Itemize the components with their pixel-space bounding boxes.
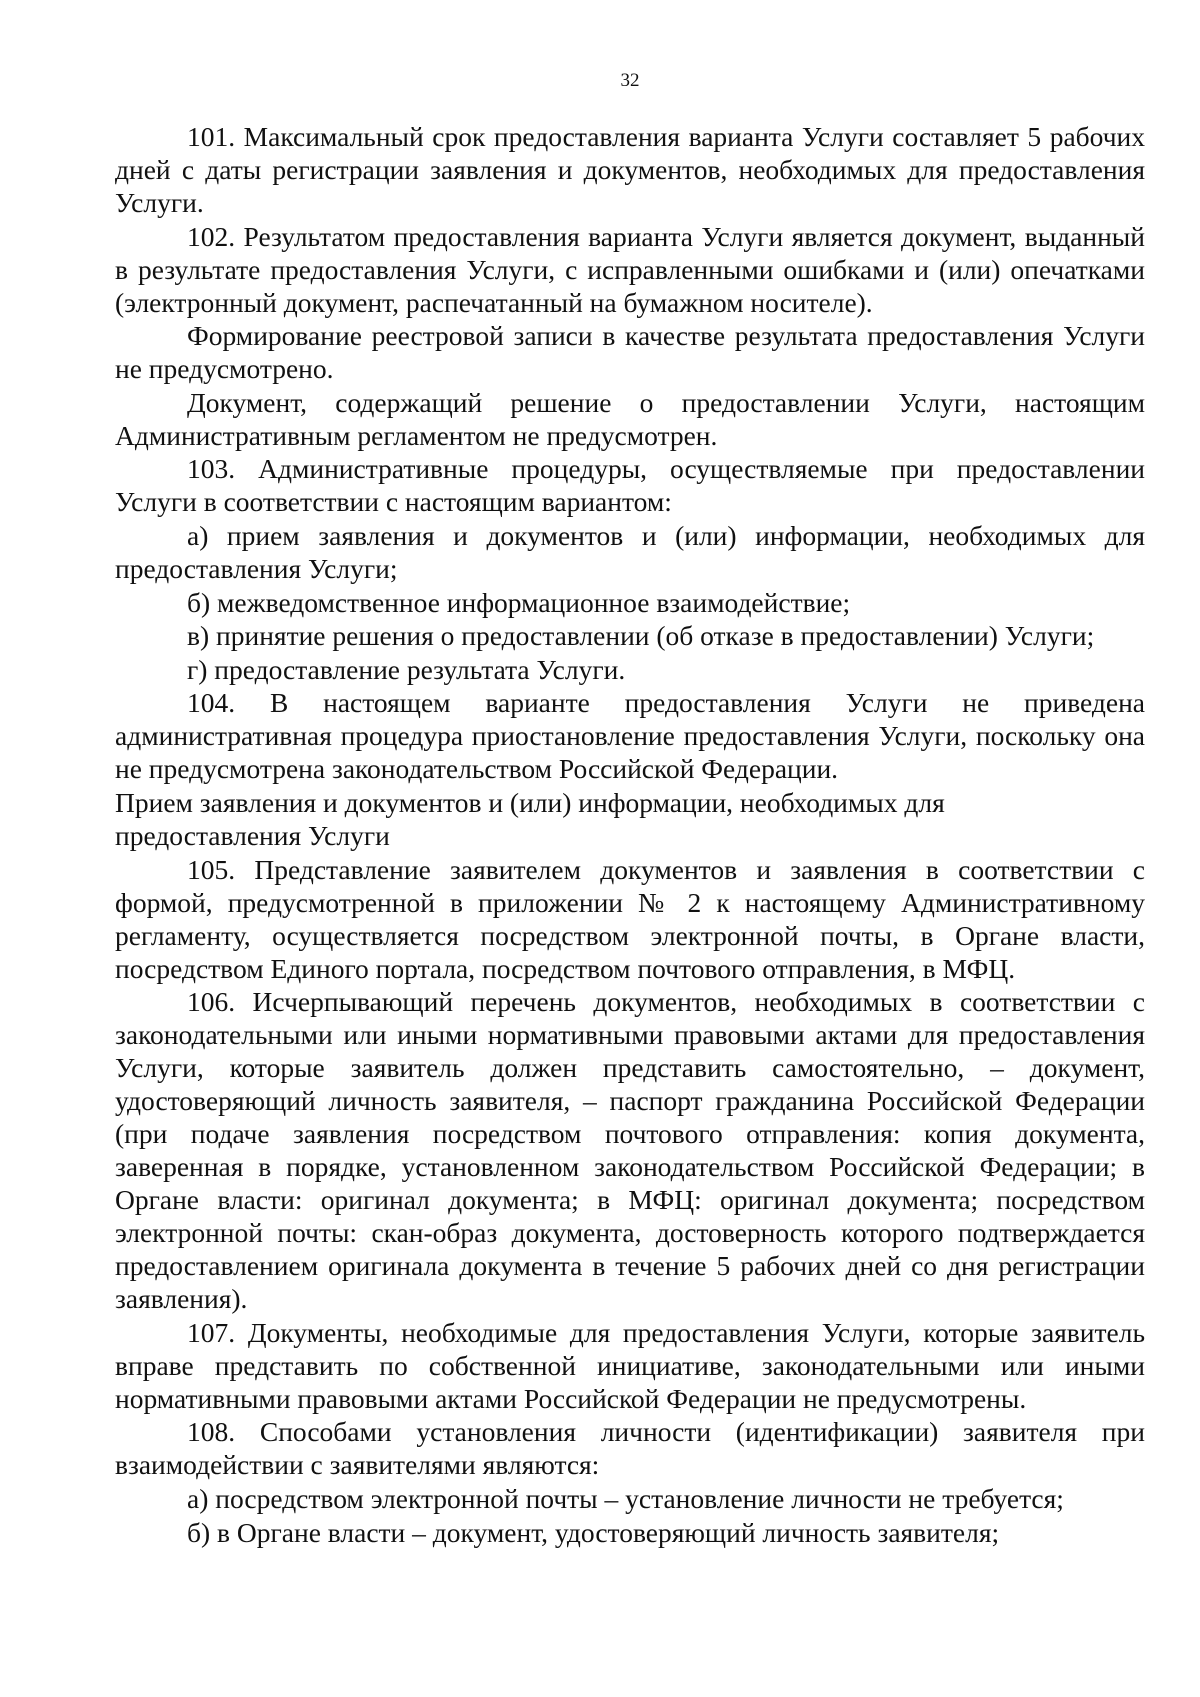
list-item-g: г) предоставление результата Услуги. xyxy=(187,653,626,685)
paragraph-101: 101. Максимальный срок предоставления варианта Услуги составляет 5 рабочих дней с даты регистрации заявления и документов, необходимых для предоставления Услуги. xyxy=(115,121,1145,218)
paragraph-106: 106. Исчерпывающий перечень документов, необходимых в соответствии с законодательными или иными нормативными правовыми актами для предоставления Услуги, которые заявитель должен представить самостоятельно, – документ, удостоверяющий личность заявителя, – паспорт гражданина Российской Федерации (при подаче заявления посредством почтового отправления: копия документа, заверенная в порядке, установленном законодательством Российской Федерации; в Органе власти: оригинал документа; в МФЦ: оригинал документа; посредством электронной почты: скан-образ документа, достоверность которого подтверждается предоставлением оригинала документа в течение 5 рабочих дней со дня регистрации заявления). xyxy=(115,986,1145,1315)
paragraph-104: 104. В настоящем варианте предоставления Услуги не приведена административная процедура приостановление предоставления Услуги, поскольку она не предусмотрена законодательством Российской Федерации. xyxy=(115,687,1145,785)
identification-item-b: б) в Органе власти – документ, удостоверяющий личность заявителя; xyxy=(187,1516,1000,1548)
identification-item-a: а) посредством электронной почты – установление личности не требуется; xyxy=(187,1482,1064,1514)
section-heading-line-2: предоставления Услуги xyxy=(115,819,390,851)
paragraph-decision-document: Документ, содержащий решение о предоставлении Услуги, настоящим Административным регламентом не предусмотрен. xyxy=(115,386,1145,451)
paragraph-registry-record: Формирование реестровой записи в качестве результата предоставления Услуги не предусмотрено. xyxy=(115,320,1145,385)
section-heading-line-1: Прием заявления и документов и (или) информации, необходимых для xyxy=(115,786,945,818)
list-item-b: б) межведомственное информационное взаимодействие; xyxy=(187,586,851,618)
section-heading xyxy=(115,786,1145,852)
list-item-v: в) принятие решения о предоставлении (об отказе в предоставлении) Услуги; xyxy=(187,620,1095,652)
paragraph-103: 103. Административные процедуры, осуществляемые при предоставлении Услуги в соответствии с настоящим вариантом: xyxy=(115,453,1145,518)
paragraph-108: 108. Способами установления личности (идентификации) заявителя при взаимодействии с заявителями являются: xyxy=(115,1416,1145,1481)
paragraph-102: 102. Результатом предоставления варианта Услуги является документ, выданный в результате предоставления Услуги, с исправленными ошибками и (или) опечатками (электронный документ, распечатанный на бумажном носителе). xyxy=(115,220,1145,318)
paragraph-105: 105. Представление заявителем документов и заявления в соответствии с формой, предусмотренной в приложении № 2 к настоящему Административному регламенту, осуществляется посредством электронной почты, в Органе власти, посредством Единого портала, посредством почтового отправления, в МФЦ. xyxy=(115,853,1145,984)
document-body xyxy=(115,120,1145,1549)
list-item-a: а) прием заявления и документов и (или) информации, необходимых для предоставления Услуги; xyxy=(115,519,1145,584)
page-number: 32 xyxy=(620,70,640,91)
paragraph-107: 107. Документы, необходимые для предоставления Услуги, которые заявитель вправе представить по собственной инициативе, законодательными или иными нормативными правовыми актами Российской Федерации не предусмотрены. xyxy=(115,1316,1145,1414)
